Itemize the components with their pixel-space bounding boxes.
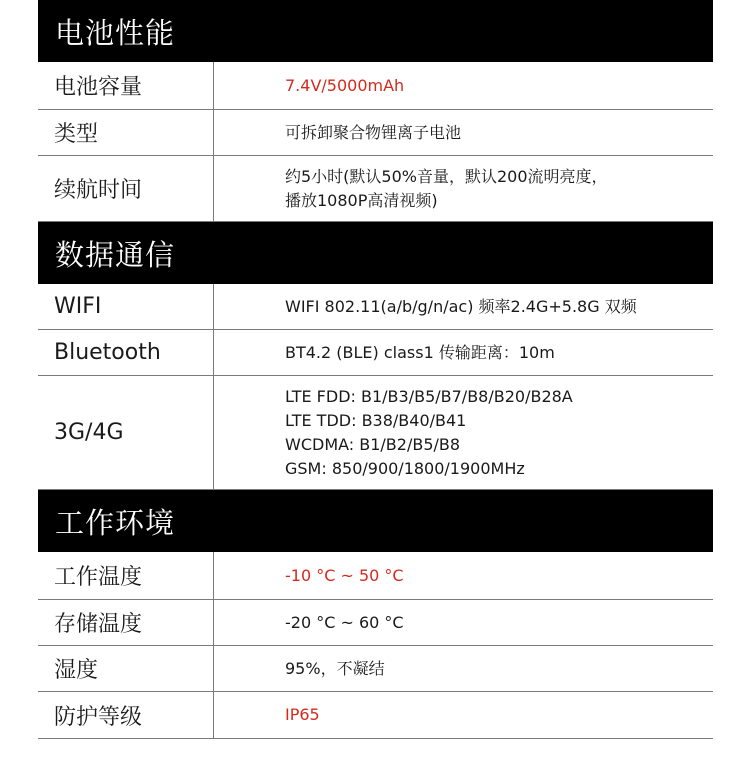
spec-row-battery-life [38,156,713,222]
spec-value [214,110,713,155]
spec-value [214,376,713,489]
section-title: 工作环境 [55,505,176,540]
spec-label: 续航时间 [38,156,214,221]
spec-label: 工作温度 [38,552,214,599]
spec-value-line: 播放1080P高清视频) [285,190,438,210]
spec-row-cellular [38,376,713,490]
spec-value-line: 可拆卸聚合物锂离子电池 [285,122,462,142]
spec-row-operating-temperature [38,552,713,600]
section-header-battery [38,0,713,62]
spec-value [214,284,713,329]
spec-value-line: 7.4V/5000mAh [285,75,405,95]
section-title: 数据通信 [55,237,176,272]
spec-value [214,646,713,691]
spec-value [214,330,713,375]
spec-label: 3G/4G [38,376,214,489]
spec-value [214,692,713,738]
spec-value [214,552,713,599]
spec-row-bluetooth [38,330,713,376]
spec-value-line: BT4.2 (BLE) class1 传输距离：10m [285,342,555,362]
spec-label: 类型 [38,110,214,155]
spec-row-wifi [38,284,713,330]
spec-value-line: WIFI 802.11(a/b/g/n/ac) 频率2.4G+5.8G 双频 [285,296,637,316]
spec-label: 电池容量 [38,62,214,109]
spec-value-line: 约5小时(默认50%音量，默认200流明亮度， [285,166,608,186]
spec-label: 防护等级 [38,692,214,738]
spec-value-line: 95%，不凝结 [285,658,385,678]
spec-value-line: LTE FDD: B1/B3/B5/B7/B8/B20/B28A [285,386,573,406]
spec-row-protection-rating [38,692,713,739]
spec-value-line: -10 °C ~ 50 °C [285,565,404,585]
spec-value-line: GSM: 850/900/1800/1900MHz [285,458,525,478]
spec-value-line: WCDMA: B1/B2/B5/B8 [285,434,461,454]
spec-label: Bluetooth [38,330,214,375]
spec-row-storage-temperature [38,600,713,646]
spec-value-line: -20 °C ~ 60 °C [285,612,404,632]
spec-value [214,156,713,221]
spec-value-line: IP65 [285,705,320,724]
section-header-data-communication [38,222,713,284]
spec-row-humidity [38,646,713,692]
section-header-environment [38,490,713,552]
spec-label: 存储温度 [38,600,214,645]
spec-label: WIFI [38,284,214,329]
spec-label: 湿度 [38,646,214,691]
spec-value [214,600,713,645]
spec-sheet [38,0,713,739]
section-title: 电池性能 [55,15,176,50]
spec-value [214,62,713,109]
spec-value-line: LTE TDD: B38/B40/B41 [285,410,467,430]
spec-row-battery-capacity [38,62,713,110]
spec-row-battery-type [38,110,713,156]
